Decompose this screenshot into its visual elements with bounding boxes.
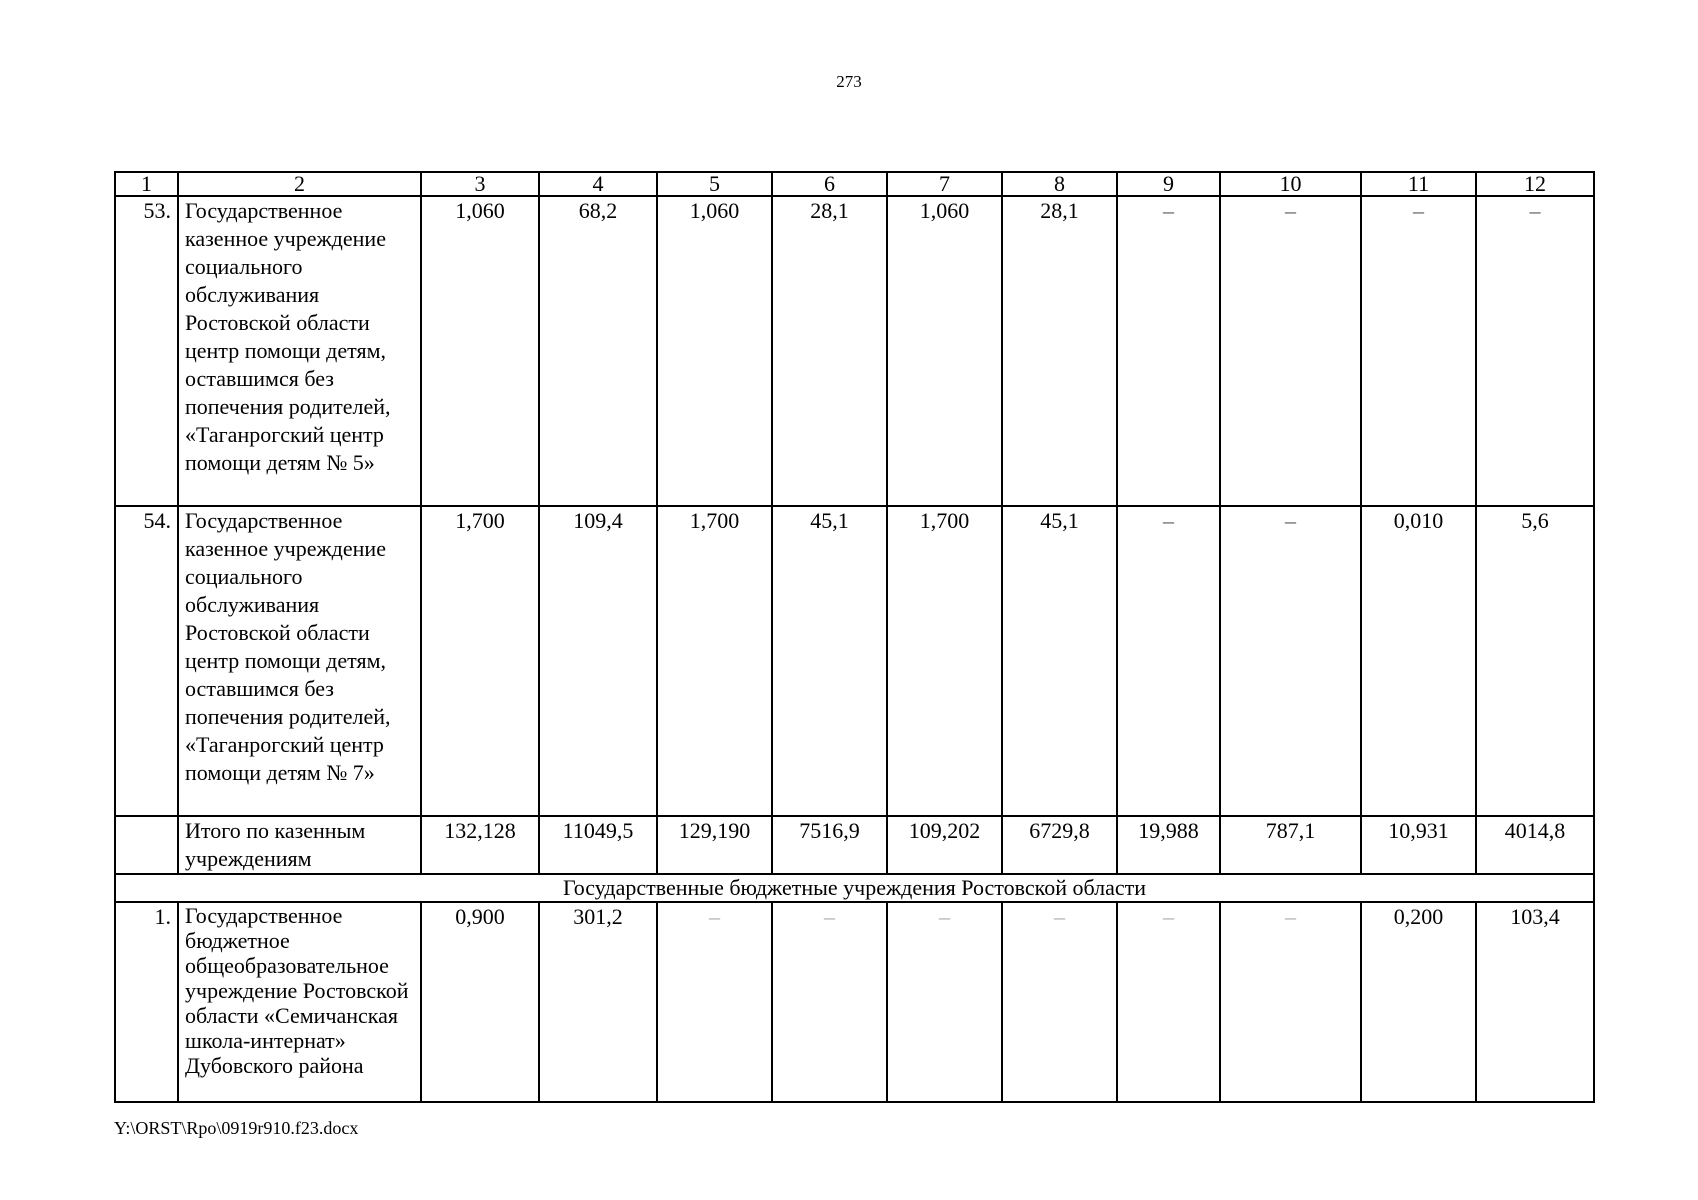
value-cell: 301,2 [539, 902, 657, 1102]
value-cell: – [1361, 196, 1476, 506]
total-value: 109,202 [887, 816, 1002, 874]
value-cell: – [772, 902, 887, 1102]
total-label: Итого по казенным учреждениям [178, 816, 421, 874]
row-number: 1. [115, 902, 178, 1102]
total-value: 129,190 [657, 816, 772, 874]
value-cell: – [1117, 506, 1220, 816]
column-header: 9 [1117, 172, 1220, 196]
column-header: 7 [887, 172, 1002, 196]
value-cell: 68,2 [539, 196, 657, 506]
value-cell: 1,700 [887, 506, 1002, 816]
total-value: 11049,5 [539, 816, 657, 874]
institution-name: Государственное казенное учреждение социального обслуживания Ростовской области центр помощи детям, оставшимся без попечения родителей, «Таганрогский центр помощи детям № 7» [178, 506, 421, 816]
value-cell: – [1220, 506, 1361, 816]
value-cell: 0,200 [1361, 902, 1476, 1102]
value-cell: 0,900 [421, 902, 539, 1102]
column-header: 5 [657, 172, 772, 196]
total-row [115, 816, 1594, 874]
institution-name: Государственное казенное учреждение социального обслуживания Ростовской области центр помощи детям, оставшимся без попечения родителей, «Таганрогский центр помощи детям № 5» [178, 196, 421, 506]
column-header: 3 [421, 172, 539, 196]
total-value: 7516,9 [772, 816, 887, 874]
value-cell: 45,1 [1002, 506, 1117, 816]
value-cell: – [1476, 196, 1594, 506]
total-value: 6729,8 [1002, 816, 1117, 874]
value-cell: – [887, 902, 1002, 1102]
data-table [114, 171, 1595, 1103]
column-header: 6 [772, 172, 887, 196]
section-header-row [115, 874, 1594, 902]
value-cell: 1,060 [657, 196, 772, 506]
value-cell: 1,060 [887, 196, 1002, 506]
column-header: 2 [178, 172, 421, 196]
value-cell: – [1117, 196, 1220, 506]
value-cell: 103,4 [1476, 902, 1594, 1102]
column-header: 12 [1476, 172, 1594, 196]
value-cell: 1,700 [657, 506, 772, 816]
value-cell: 28,1 [772, 196, 887, 506]
column-header: 4 [539, 172, 657, 196]
table-row [115, 506, 1594, 816]
section-title: Государственные бюджетные учреждения Ростовской области [115, 874, 1594, 902]
page-number: 273 [836, 72, 862, 91]
value-cell: – [1220, 902, 1361, 1102]
total-value: 787,1 [1220, 816, 1361, 874]
total-value: 10,931 [1361, 816, 1476, 874]
value-cell: 5,6 [1476, 506, 1594, 816]
row-number: 54. [115, 506, 178, 816]
column-header: 8 [1002, 172, 1117, 196]
total-value: 132,128 [421, 816, 539, 874]
value-cell: 28,1 [1002, 196, 1117, 506]
value-cell: 109,4 [539, 506, 657, 816]
column-header: 11 [1361, 172, 1476, 196]
column-header: 10 [1220, 172, 1361, 196]
value-cell: – [1117, 902, 1220, 1102]
value-cell: – [1220, 196, 1361, 506]
total-value: 4014,8 [1476, 816, 1594, 874]
value-cell: 1,700 [421, 506, 539, 816]
value-cell: 0,010 [1361, 506, 1476, 816]
column-number-row [115, 172, 1594, 196]
institution-name: Государственное бюджетное общеобразовательное учреждение Ростовской области «Семичанская школа-интернат» Дубовского района [178, 902, 421, 1102]
row-number [115, 816, 178, 874]
value-cell: 45,1 [772, 506, 887, 816]
table-row [115, 902, 1594, 1102]
footer-file-path: Y:\ORST\Rpo\0919r910.f23.docx [114, 1118, 359, 1138]
value-cell: – [657, 902, 772, 1102]
column-header: 1 [115, 172, 178, 196]
table-row [115, 196, 1594, 506]
row-number: 53. [115, 196, 178, 506]
value-cell: – [1002, 902, 1117, 1102]
value-cell: 1,060 [421, 196, 539, 506]
total-value: 19,988 [1117, 816, 1220, 874]
